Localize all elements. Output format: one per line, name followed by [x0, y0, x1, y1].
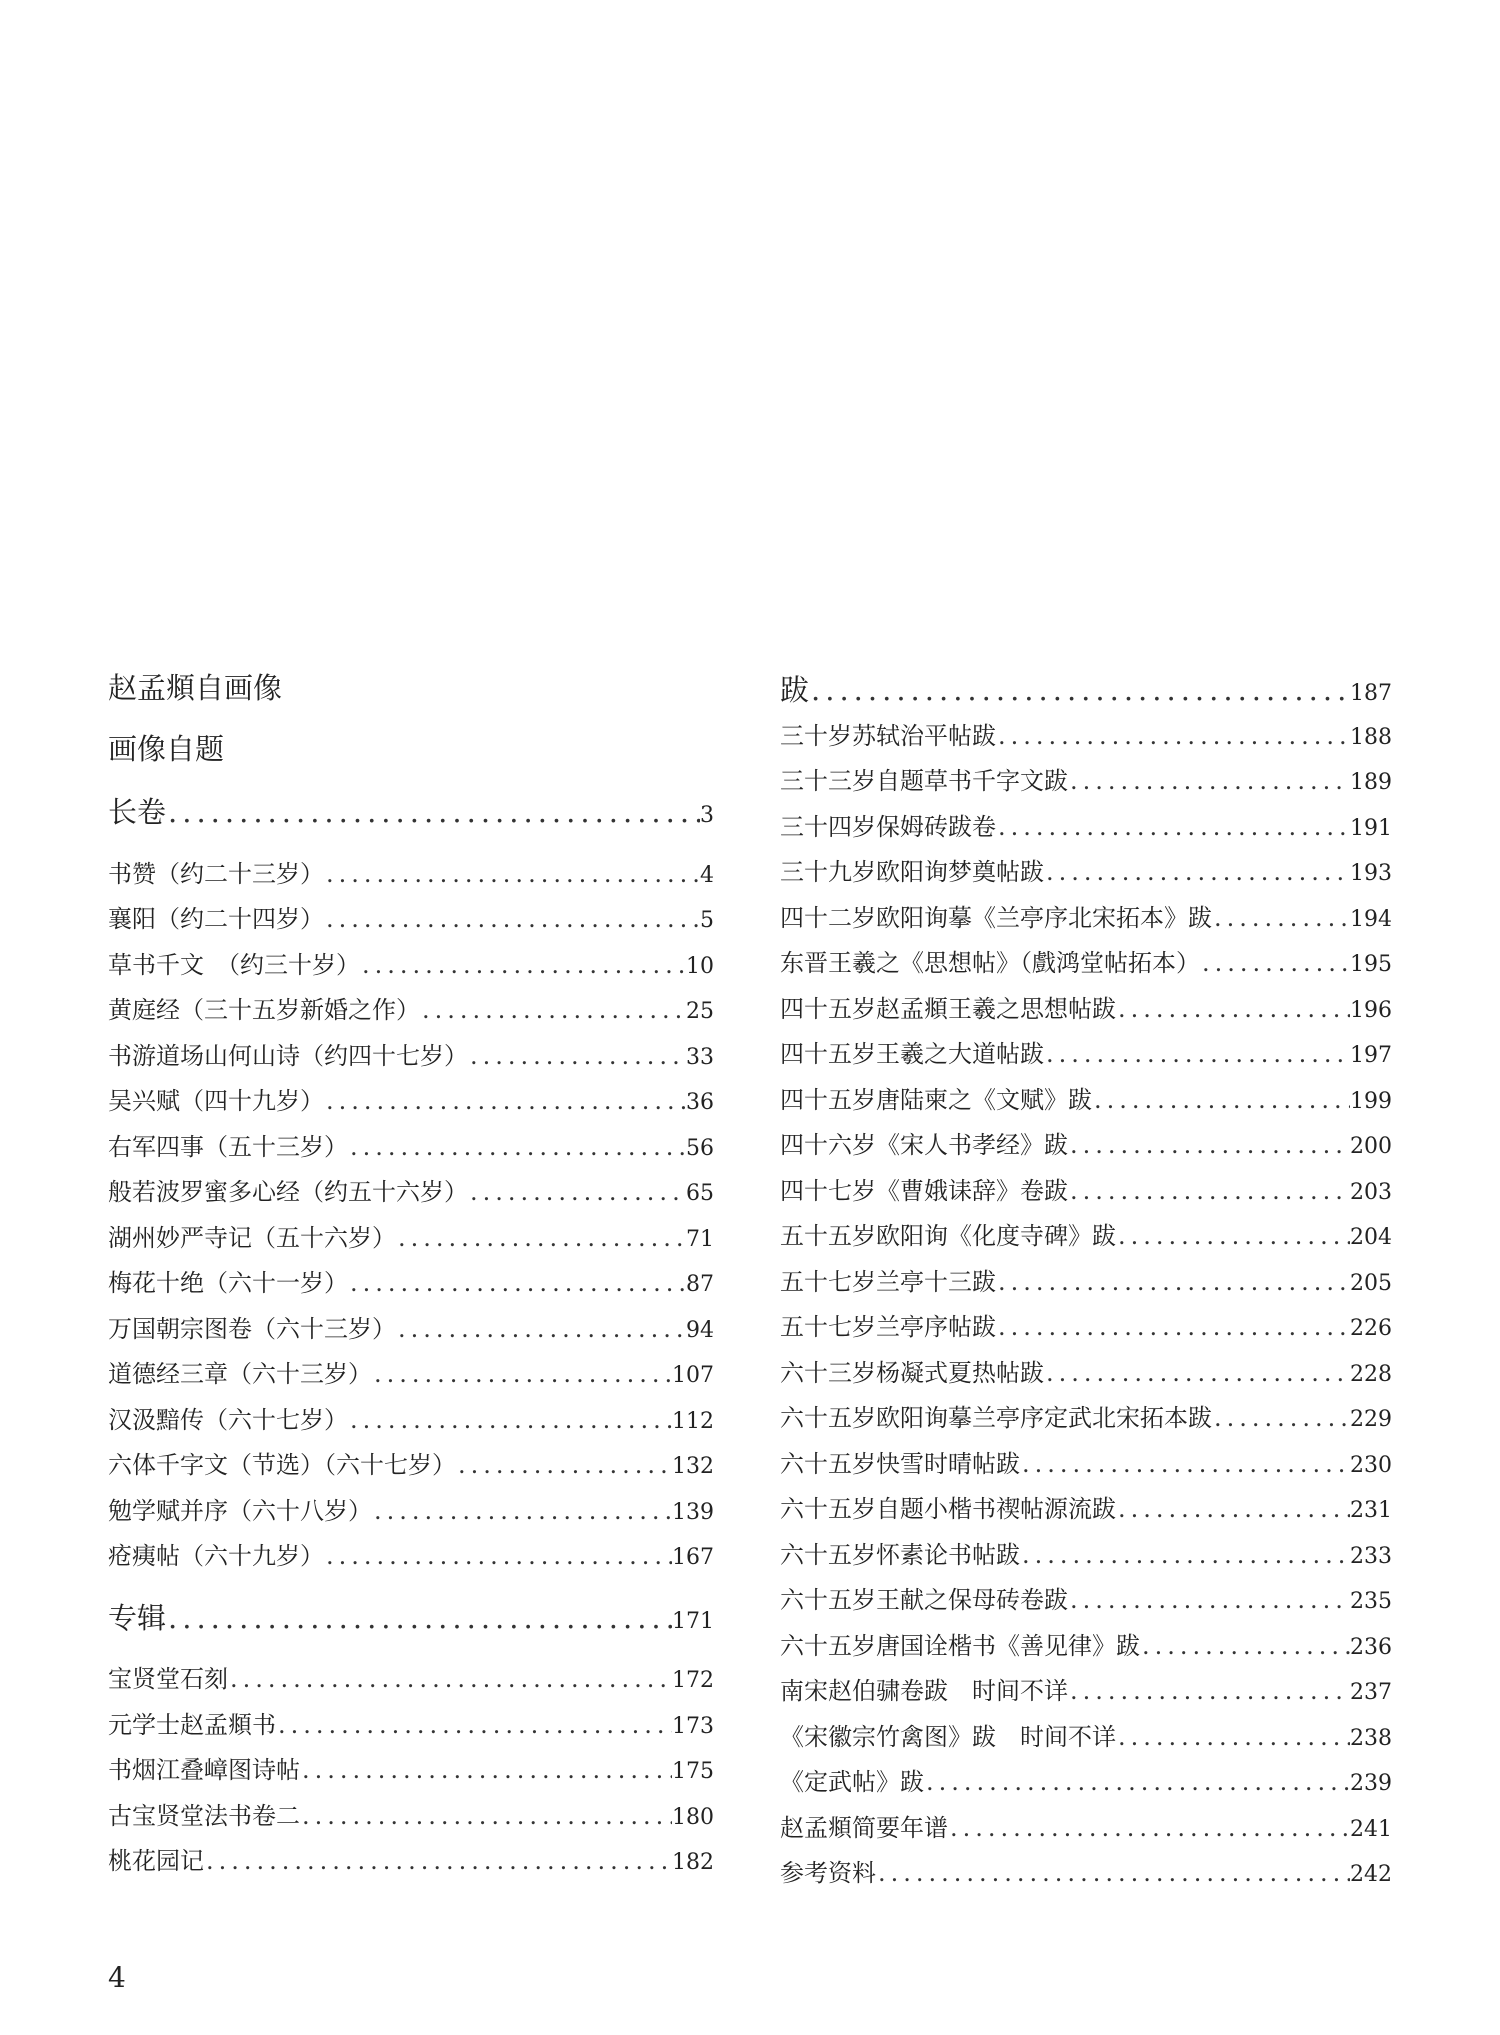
toc-entry-title: 书赞（约二十三岁） — [108, 859, 324, 888]
toc-page-number: 189 — [1350, 770, 1392, 795]
toc-entry-title: 六体千字文（节选）（六十七岁） — [108, 1451, 456, 1479]
toc-entry[interactable] — [780, 1396, 1392, 1442]
toc-entry-title: 道德经三章（六十三岁） — [108, 1360, 372, 1388]
leader-dots — [996, 1305, 1350, 1351]
leader-dots — [1212, 1396, 1350, 1442]
toc-entry-title: 书烟江叠嶂图诗帖 — [108, 1756, 300, 1784]
leader-dots — [420, 988, 686, 1034]
leader-dots — [1092, 1078, 1350, 1124]
leader-dots — [324, 1079, 686, 1125]
toc-page-number: 229 — [1350, 1407, 1392, 1432]
toc-entry[interactable] — [108, 1125, 714, 1171]
toc-entry[interactable] — [108, 988, 714, 1034]
toc-right-column — [780, 668, 1392, 1897]
toc-entry-title: 四十七岁《曹娥诔辞》卷跋 — [780, 1176, 1068, 1205]
toc-section-special-collections[interactable] — [108, 1596, 714, 1642]
toc-long-scrolls-list — [108, 852, 714, 1580]
toc-entry-title: 襄阳（约二十四岁） — [108, 905, 324, 933]
toc-page-number: 191 — [1350, 815, 1392, 841]
leader-dots — [372, 1352, 672, 1398]
leader-dots — [1068, 1578, 1350, 1624]
toc-entry-title: 汉汲黯传（六十七岁） — [108, 1405, 348, 1434]
toc-entry[interactable] — [108, 1748, 714, 1794]
toc-entry-title: 赵孟頫简要年谱 — [780, 1813, 948, 1842]
toc-page-number: 205 — [1350, 1270, 1392, 1296]
toc-page-number: 238 — [1350, 1725, 1392, 1751]
leader-dots — [996, 805, 1350, 851]
toc-entry[interactable] — [780, 987, 1392, 1033]
toc-entry-title: 黄庭经（三十五岁新婚之作） — [108, 996, 420, 1024]
page-number: 4 — [108, 1961, 126, 1994]
leader-dots — [468, 1034, 686, 1080]
toc-entry-title: 吴兴赋（四十九岁） — [108, 1087, 324, 1115]
toc-entry[interactable] — [780, 941, 1392, 987]
toc-entry[interactable] — [780, 1533, 1392, 1579]
leader-dots — [396, 1216, 686, 1262]
toc-entry[interactable] — [780, 1260, 1392, 1306]
toc-page-number: 204 — [1350, 1225, 1392, 1250]
toc-entry-title: 五十七岁兰亭序帖跋 — [780, 1313, 996, 1341]
toc-entry-title: 四十二岁欧阳询摹《兰亭序北宋拓本》跋 — [780, 903, 1212, 932]
toc-page-number: 107 — [672, 1363, 714, 1388]
toc-entry-title: 万国朝宗图卷（六十三岁） — [108, 1314, 396, 1343]
leader-dots — [324, 852, 700, 898]
toc-entry[interactable] — [108, 1703, 714, 1749]
toc-page-number: 235 — [1350, 1589, 1392, 1614]
toc-page-number: 241 — [1350, 1816, 1392, 1842]
leader-dots — [324, 1534, 672, 1580]
toc-entry[interactable] — [780, 1851, 1392, 1897]
toc-entry-title: 四十六岁《宋人书孝经》跋 — [780, 1131, 1068, 1159]
toc-page-number: 132 — [672, 1454, 714, 1479]
toc-entry-title: 六十五岁自题小楷书禊帖源流跋 — [780, 1495, 1116, 1523]
leader-dots — [228, 1657, 672, 1703]
toc-entry-title: 四十五岁赵孟頫王羲之思想帖跋 — [780, 994, 1116, 1023]
toc-entry-title: 古宝贤堂法书卷二 — [108, 1801, 300, 1830]
toc-colophons-list — [780, 714, 1392, 1897]
toc-entry[interactable] — [108, 1794, 714, 1840]
toc-entry[interactable] — [780, 1624, 1392, 1670]
toc-entry-title: 湖州妙严寺记（五十六岁） — [108, 1223, 396, 1252]
toc-page-number: 4 — [700, 862, 714, 888]
toc-entry-title: 勉学赋并序（六十八岁） — [108, 1496, 372, 1525]
leader-dots — [166, 790, 700, 836]
toc-section-colophons[interactable] — [780, 668, 1392, 714]
toc-page-number: 187 — [1350, 681, 1392, 706]
toc-entry[interactable] — [780, 1169, 1392, 1215]
toc-page-number: 173 — [672, 1713, 714, 1739]
toc-entry[interactable] — [780, 1305, 1392, 1351]
toc-entry[interactable] — [108, 1216, 714, 1262]
toc-entry-title: 三十九岁欧阳询梦奠帖跋 — [780, 858, 1044, 886]
toc-page-number: 194 — [1350, 906, 1392, 932]
toc-page-number: 236 — [1350, 1634, 1392, 1660]
leader-dots — [348, 1261, 686, 1307]
leader-dots — [1116, 987, 1350, 1033]
leader-dots — [276, 1703, 672, 1749]
toc-entry[interactable] — [780, 805, 1392, 851]
toc-entry[interactable] — [108, 1839, 714, 1885]
toc-entry-title: 书游道场山何山诗（约四十七岁） — [108, 1041, 468, 1070]
toc-page-number: 36 — [686, 1090, 714, 1115]
toc-entry-title: 三十三岁自题草书千字文跋 — [780, 767, 1068, 795]
toc-page-number: 171 — [672, 1608, 714, 1634]
leader-dots — [1068, 1169, 1350, 1215]
toc-entry[interactable] — [108, 1443, 714, 1489]
leader-dots — [372, 1489, 672, 1535]
toc-entry[interactable] — [780, 850, 1392, 896]
toc-entry-title: 元学士赵孟頫书 — [108, 1710, 276, 1739]
leader-dots — [396, 1307, 686, 1353]
toc-entry-title: 五十七岁兰亭十三跋 — [780, 1267, 996, 1296]
toc-page-number: 182 — [672, 1850, 714, 1875]
toc-entry-title: 六十三岁杨凝式夏热帖跋 — [780, 1358, 1044, 1387]
toc-page-number: 172 — [672, 1668, 714, 1693]
toc-section-long-scrolls[interactable] — [108, 790, 714, 836]
toc-page-number: 3 — [700, 803, 714, 828]
toc-entry-title: 草书千文 （约三十岁） — [108, 950, 360, 979]
toc-page-number: 231 — [1350, 1498, 1392, 1523]
leader-dots — [1116, 1214, 1350, 1260]
toc-entry[interactable] — [780, 1669, 1392, 1715]
toc-entry-title: 六十五岁唐国诠楷书《善见律》跋 — [780, 1631, 1140, 1660]
toc-heading-portrait-inscription[interactable]: 画像自题 — [108, 732, 225, 766]
leader-dots — [1200, 941, 1350, 987]
leader-dots — [996, 714, 1350, 760]
leader-dots — [1212, 896, 1350, 942]
toc-page-number: 139 — [672, 1499, 714, 1525]
toc-entry[interactable] — [108, 1307, 714, 1353]
toc-page-number: 195 — [1350, 952, 1392, 977]
toc-page-number: 193 — [1350, 861, 1392, 886]
toc-entry-title: 三十四岁保姆砖跋卷 — [780, 812, 996, 841]
toc-page-number: 200 — [1350, 1134, 1392, 1159]
toc-heading-self-portrait[interactable]: 赵孟頫自画像 — [108, 671, 283, 705]
toc-page-number: 94 — [686, 1317, 714, 1343]
toc-entry[interactable] — [108, 1034, 714, 1080]
toc-entry[interactable] — [780, 1442, 1392, 1488]
toc-entry-title: 六十五岁怀素论书帖跋 — [780, 1540, 1020, 1569]
leader-dots — [1068, 1669, 1350, 1715]
toc-section-title: 跋 — [780, 673, 810, 707]
toc-page-number: 233 — [1350, 1543, 1392, 1569]
leader-dots — [996, 1260, 1350, 1306]
toc-page-number: 230 — [1350, 1452, 1392, 1478]
toc-page-number: 167 — [672, 1545, 714, 1570]
leader-dots — [324, 897, 700, 943]
leader-dots — [456, 1443, 672, 1489]
toc-entry[interactable] — [108, 1657, 714, 1703]
toc-entry-title: 南宋赵伯骕卷跋 时间不详 — [780, 1677, 1068, 1705]
leader-dots — [360, 943, 686, 989]
toc-entry-title: 梅花十绝（六十一岁） — [108, 1269, 348, 1297]
toc-page-number: 197 — [1350, 1043, 1392, 1068]
toc-entry-title: 般若波罗蜜多心经（约五十六岁） — [108, 1178, 468, 1206]
toc-left-column — [108, 668, 714, 1885]
toc-entry[interactable] — [780, 1078, 1392, 1124]
toc-page-number: 65 — [686, 1181, 714, 1206]
toc-page-number: 71 — [686, 1226, 714, 1252]
toc-entry[interactable] — [780, 1123, 1392, 1169]
toc-entry-title: 疮痍帖（六十九岁） — [108, 1542, 324, 1570]
leader-dots — [809, 668, 1350, 714]
toc-entry-title: 右军四事（五十三岁） — [108, 1132, 348, 1161]
toc-page-number: 87 — [686, 1272, 714, 1297]
leader-dots — [348, 1398, 672, 1444]
toc-entry[interactable] — [780, 1715, 1392, 1761]
toc-entry[interactable] — [780, 714, 1392, 760]
leader-dots — [1068, 759, 1350, 805]
toc-page-number: 25 — [686, 999, 714, 1024]
toc-page-number: 203 — [1350, 1179, 1392, 1205]
toc-page-number: 175 — [672, 1759, 714, 1784]
toc-page-number: 242 — [1350, 1862, 1392, 1887]
toc-page-number: 10 — [686, 953, 714, 979]
toc-entry[interactable] — [780, 1351, 1392, 1397]
toc-entry-title: 五十五岁欧阳询《化度寺碑》跋 — [780, 1222, 1116, 1250]
toc-entry[interactable] — [780, 896, 1392, 942]
toc-entry[interactable] — [108, 1261, 714, 1307]
leader-dots — [1044, 1032, 1350, 1078]
toc-page-number: 196 — [1350, 997, 1392, 1023]
toc-page-number: 237 — [1350, 1680, 1392, 1705]
toc-entry[interactable] — [108, 897, 714, 943]
toc-entry[interactable] — [108, 1489, 714, 1535]
toc-special-collections-list — [108, 1657, 714, 1885]
toc-page-number: 56 — [686, 1135, 714, 1161]
toc-entry[interactable] — [108, 1534, 714, 1580]
leader-dots — [1044, 1351, 1350, 1397]
leader-dots — [300, 1794, 672, 1840]
toc-entry[interactable] — [780, 1760, 1392, 1806]
toc-entry-title: 六十五岁快雪时晴帖跋 — [780, 1449, 1020, 1478]
toc-entry-title: 参考资料 — [780, 1859, 876, 1887]
toc-page-number: 199 — [1350, 1088, 1392, 1114]
toc-page-number: 188 — [1350, 724, 1392, 750]
leader-dots — [948, 1806, 1350, 1852]
toc-entry-title: 六十五岁欧阳询摹兰亭序定武北宋拓本跋 — [780, 1404, 1212, 1432]
leader-dots — [166, 1596, 672, 1642]
toc-entry[interactable] — [108, 1079, 714, 1125]
leader-dots — [1044, 850, 1350, 896]
toc-entry-title: 四十五岁唐陆柬之《文赋》跋 — [780, 1085, 1092, 1114]
leader-dots — [204, 1839, 672, 1885]
toc-entry[interactable] — [108, 1170, 714, 1216]
leader-dots — [1116, 1487, 1350, 1533]
toc-entry-title: 桃花园记 — [108, 1847, 204, 1875]
leader-dots — [1020, 1533, 1350, 1579]
leader-dots — [924, 1760, 1350, 1806]
toc-entry[interactable] — [108, 943, 714, 989]
leader-dots — [1068, 1123, 1350, 1169]
leader-dots — [876, 1851, 1350, 1897]
toc-entry-title: 六十五岁王献之保母砖卷跋 — [780, 1586, 1068, 1614]
toc-entry[interactable] — [780, 1487, 1392, 1533]
toc-entry[interactable] — [780, 1214, 1392, 1260]
toc-entry[interactable] — [780, 1032, 1392, 1078]
toc-page-number: 112 — [672, 1408, 714, 1434]
leader-dots — [1116, 1715, 1350, 1761]
toc-page-number: 226 — [1350, 1316, 1392, 1341]
toc-entry-title: 三十岁苏轼治平帖跋 — [780, 721, 996, 750]
toc-section-title: 长卷 — [108, 795, 167, 829]
toc-entry[interactable] — [780, 1806, 1392, 1852]
toc-entry[interactable] — [108, 852, 714, 898]
leader-dots — [468, 1170, 686, 1216]
leader-dots — [300, 1748, 672, 1794]
toc-page-number: 33 — [686, 1044, 714, 1070]
toc-entry[interactable] — [108, 1352, 714, 1398]
leader-dots — [1140, 1624, 1350, 1670]
toc-entry[interactable] — [108, 1398, 714, 1444]
toc-entry-title: 东晋王羲之《思想帖》（戲鸿堂帖拓本） — [780, 949, 1200, 977]
leader-dots — [1020, 1442, 1350, 1488]
toc-entry-title: 四十五岁王羲之大道帖跋 — [780, 1040, 1044, 1068]
toc-section-title: 专辑 — [108, 1600, 167, 1635]
leader-dots — [348, 1125, 686, 1171]
toc-page-number: 239 — [1350, 1771, 1392, 1796]
toc-page-number: 228 — [1350, 1361, 1392, 1387]
toc-entry[interactable] — [780, 1578, 1392, 1624]
toc-entry-title: 宝贤堂石刻 — [108, 1665, 228, 1693]
toc-page-number: 180 — [672, 1804, 714, 1830]
toc-entry-title: 《定武帖》跋 — [780, 1768, 924, 1796]
toc-entry-title: 《宋徽宗竹禽图》跋 时间不详 — [780, 1722, 1116, 1751]
toc-entry[interactable] — [780, 759, 1392, 805]
toc-page-number: 5 — [700, 908, 714, 933]
